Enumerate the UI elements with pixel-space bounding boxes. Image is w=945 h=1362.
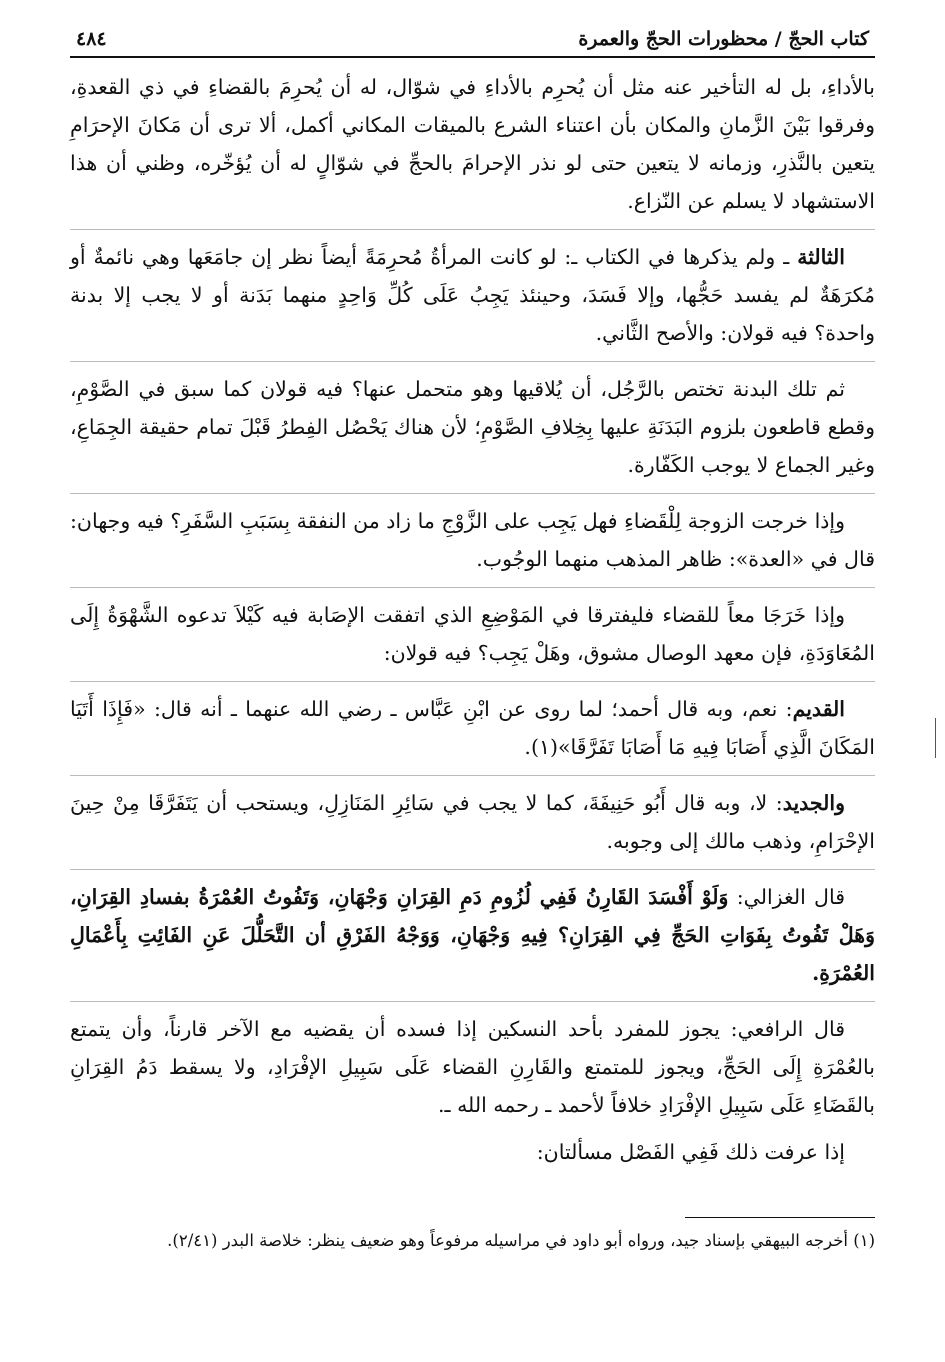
paragraph-8 — [70, 869, 875, 992]
page-number: ٤٨٤ — [76, 28, 107, 50]
paragraph-8-quote: وَلَوْ أَفْسَدَ القَارِنُ فَفِي لُزُومِ دَمِ القِرَانِ وَجْهَانِ، وَتَفُوتُ العُمْرَةُ بفسادِ القِرَانِ، وَهَلْ تَفُوتُ بِفَوَاتِ الحَجِّ فِي القِرَانِ؟ فِيهِ وَجْهَانِ، وَوَجْهُ الفَرْقِ أن التَّحَلُّلَ عَنِ الفَائِتِ بِأَعْمَالِ العُمْرَةِ. — [70, 885, 875, 985]
paragraph-7-lead: والجديد — [782, 791, 845, 815]
paragraph-2-body: ـ ولم يذكرها في الكتاب ـ: لو كانت المرأةُ مُحرِمَةً أيضاً نظر إن جامَعَها وهي نائمةٌ أو مُكرَهَةٌ لم يفسد حَجُّها، وإلا فَسَدَ، وحينئذ يَجِبُ عَلَى كُلِّ وَاحِدٍ منهما بَدَنة أو لا يجب إلا بدنة واحدة؟ فيه قولان: والأصح الثَّاني. — [70, 245, 875, 345]
paragraph-6-body: : نعم، وبه قال أحمد؛ لما روى عن ابْنِ عَبَّاس ـ رضي الله عنهما ـ أنه قال: «فَإِذَا أَتَيَا المَكَانَ الَّذِي أَصَابَا فِيهِ مَا أَصَابَا تَفَرَّقَا»(١). — [70, 697, 875, 759]
paragraph-7 — [70, 775, 875, 860]
margin-mark — [935, 718, 936, 758]
footnote-rule — [685, 1217, 875, 1218]
paragraph-4: وإذا خرجت الزوجة لِلْقَضاءِ فهل يَجِب على الزَّوْجِ ما زاد من النفقة بِسَبَبِ السَّفَرِ؟ فيه وجهان: قال في «العدة»: ظاهر المذهب منهما الوجُوب. — [70, 493, 875, 578]
paragraph-8-intro: قال الغزالي: — [728, 885, 845, 909]
footnote-1: (١) أخرجه البيهقي بإسناد جيد، ورواه أبو داود في مراسيله مرفوعاً وهو ضعيف ينظر: خلاصة البدر (٢/٤١). — [167, 1231, 875, 1250]
header-rule — [70, 56, 875, 58]
paragraph-6 — [70, 681, 875, 766]
paragraph-1: بالأداءِ، بل له التأخير عنه مثل أن يُحرِم بالأداءِ في شوّال، له أن يُحرِمَ بالقضاءِ في ذي القعدةِ، وفرقوا بَيْنَ الزَّمانِ والمكان بأن اعتناء الشرع بالميقات المكاني أكمل، ألا ترى أن مَكانَ الإحرَامِ يتعين بالنَّذرِ، وزمانه لا يتعين حتى لو نذر الإحرامَ بالحجِّ في شوّالٍ له أن يُؤخّره، وظني أن هذا الاستشهاد لا يسلم عن النّزاع. — [70, 75, 875, 213]
page-header — [70, 28, 875, 56]
paragraph-10: إذا عرفت ذلك فَفِي الفَصْل مسألتان: — [536, 1140, 845, 1164]
paragraph-2-lead: الثالثة — [797, 245, 845, 269]
paragraph-2 — [70, 229, 875, 352]
paragraph-7-body: : لا، وبه قال أَبُو حَنِيفَةَ، كما لا يجب في سَائِرِ المَنَازِلِ، ويستحب أن يَتَفَرَّقَا مِنْ حِينَ الإحْرَامِ، وذهب مالك إلى وجوبه. — [70, 791, 875, 853]
running-title: كتاب الحجّ / محظورات الحجّ والعمرة — [578, 28, 869, 50]
paragraph-5: وإذا خَرَجَا معاً للقضاء فليفترقا في المَوْضِعِ الذي اتفقت الإصَابة فيه كَيْلاَ تدعوه الشَّهْوَةُ إِلَى المُعَاوَدَةِ، فإن معهد الوصال مشوق، وهَلْ يَجِب؟ فيه قولان: — [70, 587, 875, 672]
paragraph-6-lead: القديم — [792, 697, 845, 721]
main-text — [70, 68, 875, 1171]
paragraph-9: قال الرافعي: يجوز للمفرد بأحد النسكين إذا فسده أن يقضيه مع الآخر قارناً، وأن يتمتع بالعُمْرَةِ إِلَى الحَجِّ، ويجوز للمتمتع والقَارِنِ القضاء عَلَى سَبِيلِ الإفْرَادِ، ولا يسقط دَمُ القِرَانِ بالقَضَاءِ عَلَى سَبِيلِ الإفْرَادِ خلافاً لأحمد ـ رحمه الله ـ. — [70, 1001, 875, 1124]
paragraph-3: ثم تلك البدنة تختص بالرَّجُل، أن يُلاقيها وهو متحمل عنها؟ فيه قولان كما سبق في الصَّوْمِ، وقطع قاطعون بلزوم البَدَنَةِ عليها بِخِلافِ الصَّوْمِ؛ لأن هناك يَحْصُل الفِطرُ قَبْلَ تمام حقيقة الجِمَاعِ، وغير الجماع لا يوجب الكَفّارة. — [70, 361, 875, 484]
